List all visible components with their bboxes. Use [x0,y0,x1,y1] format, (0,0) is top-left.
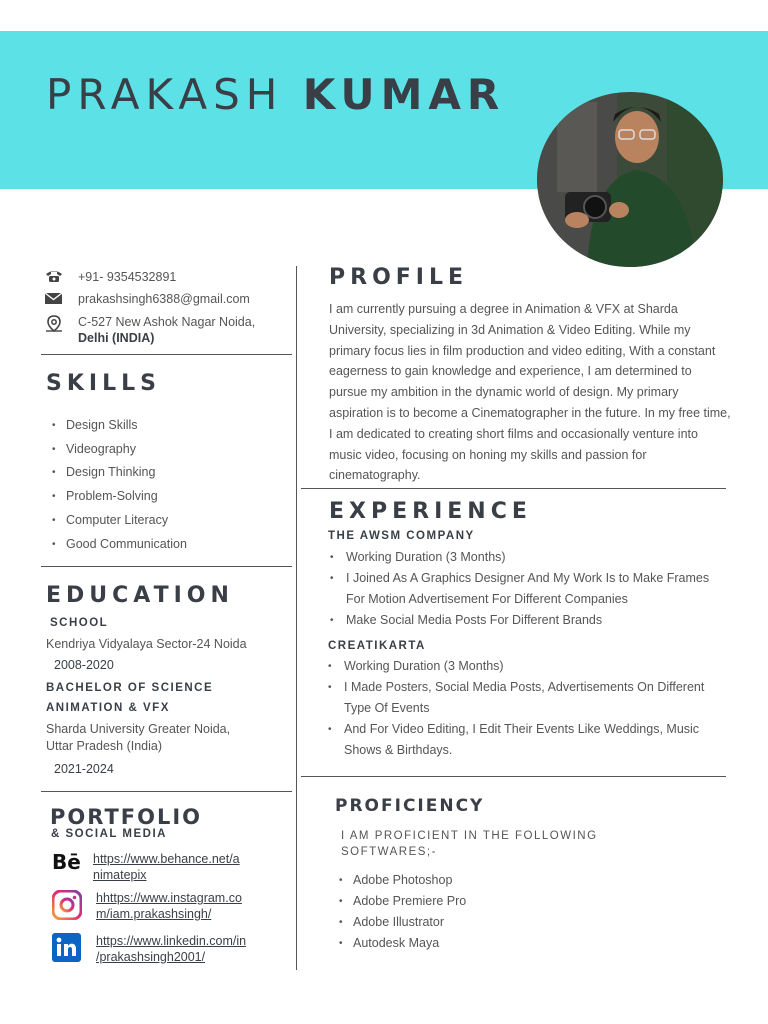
company-name: CREATIKARTA [328,640,426,652]
experience-heading: EXPERIENCE [329,499,532,524]
contact-email [44,291,250,307]
linkedin-link-line1[interactable]: https://www.linkedin.com/in [96,934,247,948]
skills-heading: SKILLS [46,371,161,396]
instagram-link-line1[interactable]: hhttps://www.instagram.co [96,891,242,905]
divider [301,776,726,777]
instagram-link-row [52,890,242,925]
education-heading: EDUCATION [46,583,234,608]
divider [301,488,726,489]
university-line1: Sharda University Greater Noida, [46,722,231,736]
linkedin-link-row [52,933,246,967]
list-item: • Good Communication [46,533,187,557]
list-item: • And For Video Editing, I Edit Their Events Like Weddings, Music Shows & Birthdays. [326,719,726,761]
last-name: KUMAR [302,70,506,119]
list-item: • Autodesk Maya [333,933,466,954]
mail-icon [44,291,66,307]
list-item: • Working Duration (3 Months) [326,656,726,677]
location-icon [44,314,66,330]
phone-icon [44,269,66,285]
profile-photo [537,92,723,267]
instagram-link-line2[interactable]: m/iam.prakashsingh/ [96,907,212,921]
behance-link-line2[interactable]: nimatepix [93,868,147,882]
email-address: prakashsingh6388@gmail.com [78,292,250,306]
list-item: • Adobe Illustrator [333,912,466,933]
phone-number: +91- 9354532891 [78,270,177,284]
portfolio-subtitle: & SOCIAL MEDIA [51,828,167,840]
experience-list [326,656,726,761]
university-years: 2021-2024 [54,762,114,776]
proficiency-intro-line2: SOFTWARES;- [341,846,437,858]
instagram-icon [52,890,96,925]
portfolio-heading: PORTFOLIO [50,805,203,829]
list-item: • Working Duration (3 Months) [328,547,728,568]
list-item: • I Joined As A Graphics Designer And My Work Is to Make Frames For Motion Advertisement For Different Companies [328,568,728,610]
school-label: SCHOOL [50,617,109,629]
column-divider [296,266,297,970]
proficiency-intro-line1: I AM PROFICIENT IN THE FOLLOWING [341,830,598,842]
behance-link-row [52,851,240,883]
divider [41,354,292,355]
list-item: • I Made Posters, Social Media Posts, Advertisements On Different Type Of Events [326,677,726,719]
profile-heading: PROFILE [329,265,469,290]
address-line1: C-527 New Ashok Nagar Noida, [78,315,256,329]
school-name: Kendriya Vidyalaya Sector-24 Noida [46,637,247,651]
degree-line1: BACHELOR OF SCIENCE [46,682,214,694]
list-item: • Make Social Media Posts For Different Brands [328,610,728,631]
proficiency-heading: PROFICIENCY [335,796,485,816]
list-item: • Adobe Premiere Pro [333,891,466,912]
first-name: PRAKASH [46,70,284,119]
experience-list [328,547,728,631]
list-item: • Computer Literacy [46,509,187,533]
list-item: • Adobe Photoshop [333,870,466,891]
company-name: THE AWSM COMPANY [328,530,475,542]
list-item: • Videography [46,438,187,462]
list-item: • Problem-Solving [46,485,187,509]
linkedin-link-line2[interactable]: /prakashsingh2001/ [96,950,206,964]
list-item: • Design Skills [46,414,187,438]
school-years: 2008-2020 [54,658,114,672]
behance-icon [52,851,93,878]
behance-link-line1[interactable]: https://www.behance.net/a [93,852,240,866]
divider [41,566,292,567]
list-item: • Design Thinking [46,461,187,485]
contact-phone [44,269,176,285]
software-list [333,870,466,954]
address-line2: Delhi (INDIA) [78,331,155,345]
degree-line2: ANIMATION & VFX [46,702,170,714]
name-title [46,70,505,119]
profile-text: I am currently pursuing a degree in Animation & VFX at Sharda University, specializing in 3d Animation & Video Editing. While my primary focus lies in film production and video editing, With a constant eagerness to gain knowledge and experience, I am determined to pursue my ambition in the dynamic world of design. My primary aspiration is to become a Cinematographer in the future. In my free time, I am dedicated to creating short films and occasionally venture into music video, focusing on honing my skills and passion for cinematography. [329,302,731,483]
contact-address [44,314,255,346]
divider [41,791,292,792]
skills-list [46,414,187,556]
university-line2: Uttar Pradesh (India) [46,739,163,753]
svg-text:Bē: Bē [52,851,81,873]
linkedin-icon [52,933,96,967]
